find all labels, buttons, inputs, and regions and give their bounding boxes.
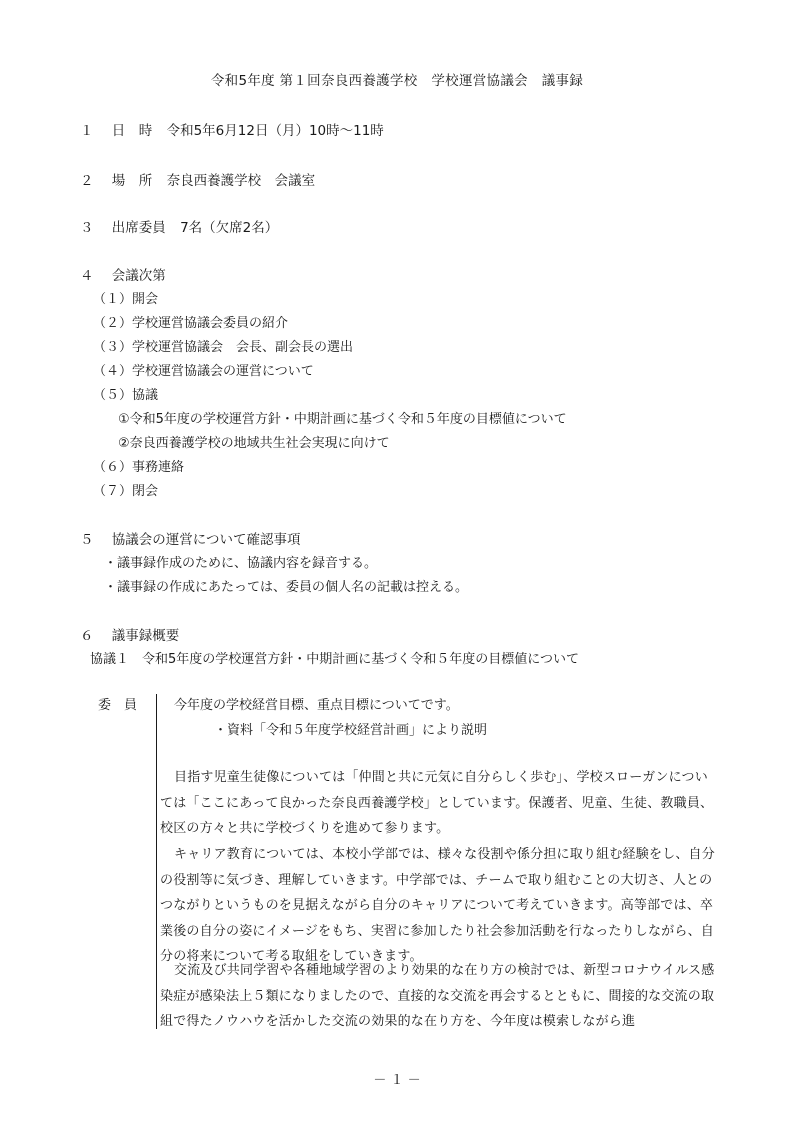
section-number: ２ [80,173,94,189]
agenda-item: （２）学校運営協議会委員の紹介 [93,316,289,331]
section-value: 令和5年6月12日（月）10時～11時 [166,123,384,139]
section-label: 場 所 [111,173,153,189]
section-attendance [80,219,278,237]
section-datetime [80,122,384,140]
speaker-divider [156,694,157,1029]
section-number: ５ [80,532,94,548]
section-place [80,172,315,190]
agenda-item: （５）協議 [93,388,159,403]
section-label: 会議次第 [111,268,166,284]
minutes-paragraph: 目指す児童生徒像については「仲間と共に元気に自分らしく歩む」、学校スローガンについては「ここにあって良かった奈良西養護学校」としています。保護者、児童、生徒、教職員、校区の方々と共に学校づくりを進めて参ります。 [160,770,714,837]
speaker-label: 委 員 [98,698,138,713]
page-number: － １ － [373,1073,421,1088]
agenda-item: （４）学校運営協議会の運営について [93,364,314,379]
minutes-intro: 今年度の学校経営目標、重点目標についてです。 [174,698,459,713]
section-agenda [80,267,166,285]
section-minutes-summary [80,627,179,645]
minutes-paragraph: キャリア教育については、本校小学部では、様々な役割や係分担に取り組む経験をし、自分の役割等に気づき、理解していきます。中学部では、チームで取り組むことの大切さ、人とのつながりというものを見据えながら自分のキャリアについて考えていきます。高等部では、卒業後の自分の姿にイメージをもち、実習に参加したり社会参加活動を行なったりしながら、自分の将来について考る取組をしていきます。 [160,847,715,965]
section-number: ３ [80,220,94,236]
document-title: 令和5年度 第１回奈良西養護学校 学校運営協議会 議事録 [210,73,584,89]
section-label: 日 時 [111,123,153,139]
minutes-reference: ・資料「令和５年度学校経営計画」により説明 [214,723,488,738]
section-label: 出席委員 [111,220,166,236]
confirmation-item: ・議事録の作成にあたっては、委員の個人名の記載は控える。 [104,580,469,595]
section-label: 協議会の運営について確認事項 [111,532,301,548]
section-number: ６ [80,628,94,644]
section-confirmation [80,531,301,549]
section-value: 奈良西養護学校 会議室 [166,173,316,189]
section-number: １ [80,123,94,139]
section-number: ４ [80,268,94,284]
agenda-item: （６）事務連絡 [93,460,185,475]
agenda-subitem: ①令和5年度の学校運営方針・中期計画に基づく令和５年度の目標値について [118,412,567,427]
discussion-heading: 協議１ 令和5年度の学校運営方針・中期計画に基づく令和５年度の目標値について [90,652,580,667]
agenda-subitem: ②奈良西養護学校の地域共生社会実現に向けて [118,436,390,451]
minutes-paragraph: 交流及び共同学習や各種地域学習のより効果的な在り方の検討では、新型コロナウイルス感染症が感染法上５類になりましたので、直接的な交流を再会するとともに、間接的な交流の取組で得たノウハウを活かした交流の効果的な在り方を、今年度は模索しながら進 [160,963,715,1030]
confirmation-item: ・議事録作成のために、協議内容を録音する。 [104,556,378,571]
section-label: 議事録概要 [111,628,180,644]
section-value: 7名（欠席2名） [180,220,279,236]
agenda-item: （１）開会 [93,292,159,307]
agenda-item: （３）学校運営協議会 会長、副会長の選出 [93,340,354,355]
agenda-item: （７）閉会 [93,484,159,499]
